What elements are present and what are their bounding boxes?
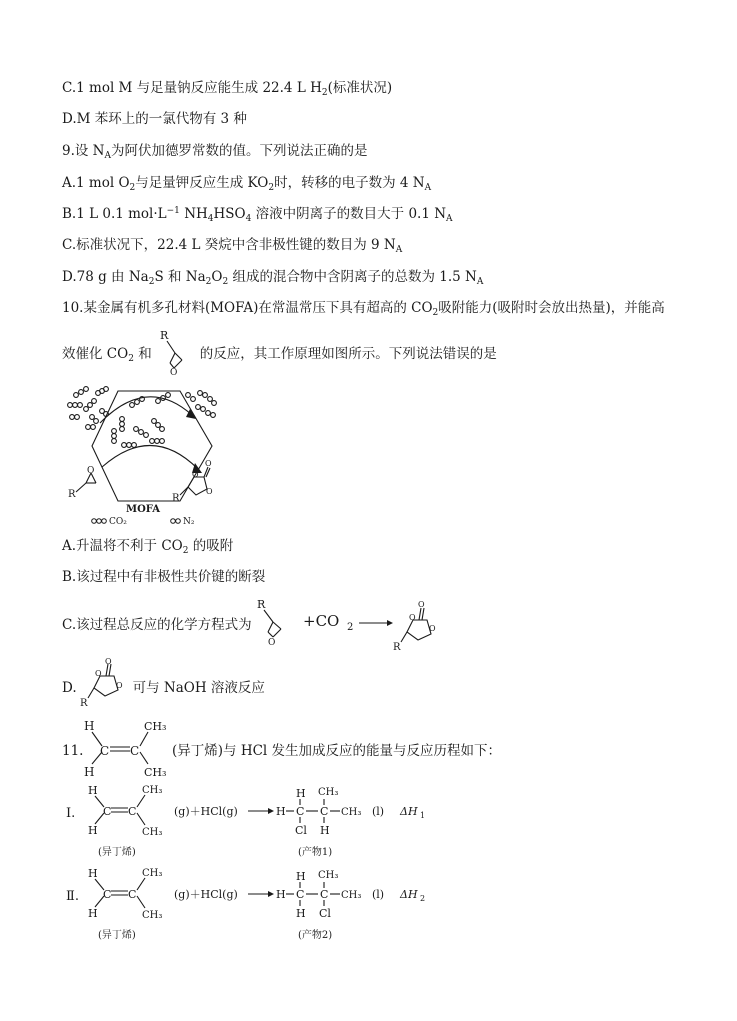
q9-option-a: A.1 mol $O_2$与足量钾反应生成 $KO_2$时，转移的电子数为 4 $N_A$ [62,175,432,193]
co2-molecules [68,387,171,448]
q10-option-d-carbonate [80,657,140,710]
svg-text:CH₃: CH₃ [144,766,167,779]
svg-text:CH₃: CH₃ [318,787,339,798]
svg-text:(产物2): (产物2) [298,930,333,941]
reaction-1 [62,783,462,865]
svg-text:O: O [205,459,212,468]
svg-text:2: 2 [420,894,426,903]
svg-text:R: R [393,642,401,653]
q10-stem-line2: 效催化 $CO_2$ 和 的反应，其工作原理如图所示。下列说法错误的是 [62,346,497,364]
svg-text:CH₃: CH₃ [341,807,362,818]
svg-text:O: O [206,487,213,496]
q9-stem: 9.设 $N_A$为阿伏加德罗常数的值。下列说法正确的是 [62,143,368,161]
q9-option-c: C.标准状况下，22.4 L 癸烷中含非极性键的数目为 9 $N_A$ [62,237,403,255]
svg-text:1: 1 [420,811,426,820]
q11-stem: (异丁烯)与 HCl 发生加成反应的能量与反应历程如下： [172,743,502,759]
svg-text:O: O [105,657,112,666]
q9-option-b: B.1 L 0.1 $mol\cdot L^{-1}$ $NH_4HSO_4$ 溶液中阴离子的数目大于 0.1 $N_A$ [62,206,453,224]
svg-text:CH₃: CH₃ [142,868,163,879]
svg-text:CO₂: CO₂ [109,517,127,527]
q10-stem-line1: 10.某金属有机多孔材料(MOFA)在常温常压下具有超高的 $CO_2$吸附能力(吸附时会放出热量)，并能高 [62,300,665,318]
isobutene-structure-stem [80,718,170,778]
reaction-arrow [102,445,198,469]
svg-text:C: C [103,888,112,901]
svg-text:(l): (l) [372,805,385,818]
svg-text:H: H [320,824,330,837]
svg-text:(g)＋HCl(g): (g)＋HCl(g) [174,805,238,818]
reaction-2 [62,866,462,948]
svg-text:Ⅱ.: Ⅱ. [66,889,79,904]
q10-option-a: A.升温将不利于 $CO_2$ 的吸附 [62,538,234,556]
svg-text:H: H [88,867,98,880]
svg-text:Cl: Cl [295,824,307,837]
svg-text:H: H [84,719,95,733]
q10-option-b: B.该过程中有非极性共价键的断裂 [62,569,266,585]
svg-text:O: O [409,613,416,622]
svg-text:(l): (l) [372,888,385,901]
svg-text:C: C [130,744,140,758]
svg-text:C: C [320,888,329,901]
cyclic-carbonate-product [172,459,213,504]
svg-text:Ⅰ.: Ⅰ. [66,806,76,821]
svg-text:(产物1): (产物1) [298,847,333,858]
svg-text:R: R [68,489,76,500]
mofa-label: MOFA [126,504,161,515]
svg-text:CH₃: CH₃ [142,910,163,921]
svg-text:CH₃: CH₃ [142,785,163,796]
svg-text:H: H [88,824,98,837]
svg-text:O: O [418,600,425,609]
svg-text:ΔH: ΔH [400,888,418,901]
svg-text:H: H [296,870,306,883]
svg-text:C: C [296,888,305,901]
svg-text:H: H [84,765,95,779]
svg-text:R: R [172,493,180,504]
svg-text:+CO: +CO [303,612,340,630]
svg-text:H: H [276,805,286,818]
svg-text:H: H [296,787,306,800]
svg-text:C: C [128,888,137,901]
svg-text:C: C [128,805,137,818]
svg-text:C: C [296,805,305,818]
legend-n2 [171,519,181,524]
svg-text:(异丁烯): (异丁烯) [98,930,136,941]
svg-text:CH₃: CH₃ [142,827,163,838]
svg-text:O: O [192,470,199,479]
svg-text:C: C [100,744,110,758]
svg-text:H: H [88,784,98,797]
svg-text:C: C [320,805,329,818]
legend-co2 [92,519,107,524]
q11-number: 11. [62,743,84,759]
svg-text:O: O [170,368,178,378]
svg-text:O: O [116,681,123,690]
svg-text:O: O [95,669,102,678]
svg-text:R: R [160,329,169,342]
q10-option-c-equation [255,596,475,654]
q10-option-d: D. 可与 NaOH 溶液反应 [62,680,265,696]
svg-text:O: O [429,624,436,633]
svg-text:O: O [87,466,95,476]
q8-option-c: C.1 mol M 与足量钠反应能生成 22.4 L $H_2$(标准状况) [62,80,393,98]
q9-option-d: D.78 g 由 $Na_2S$ 和 $Na_2O_2$ 组成的混合物中含阴离子的总数为 1.5 $N_A$ [62,269,484,287]
svg-text:H: H [88,907,98,920]
svg-text:(异丁烯): (异丁烯) [98,847,136,858]
svg-text:Cl: Cl [319,907,331,920]
svg-text:H: H [276,888,286,901]
svg-text:O: O [268,638,276,648]
epoxide-structure-inline [158,328,190,376]
svg-text:CH₃: CH₃ [341,890,362,901]
svg-text:ΔH: ΔH [400,805,418,818]
svg-text:CH₃: CH₃ [144,720,167,733]
epoxide-substrate [68,466,96,500]
svg-text:N₂: N₂ [183,517,195,527]
svg-text:CH₃: CH₃ [318,870,339,881]
q10-option-c: C.该过程总反应的化学方程式为 [62,617,252,633]
q8-option-d: D.M 苯环上的一氯代物有 3 种 [62,111,247,127]
svg-text:H: H [296,907,306,920]
svg-text:R: R [80,698,88,709]
svg-text:2: 2 [347,622,354,633]
svg-text:R: R [257,598,266,611]
svg-text:C: C [103,805,112,818]
mofa-mechanism-diagram [62,383,272,528]
svg-text:(g)＋HCl(g): (g)＋HCl(g) [174,888,238,901]
